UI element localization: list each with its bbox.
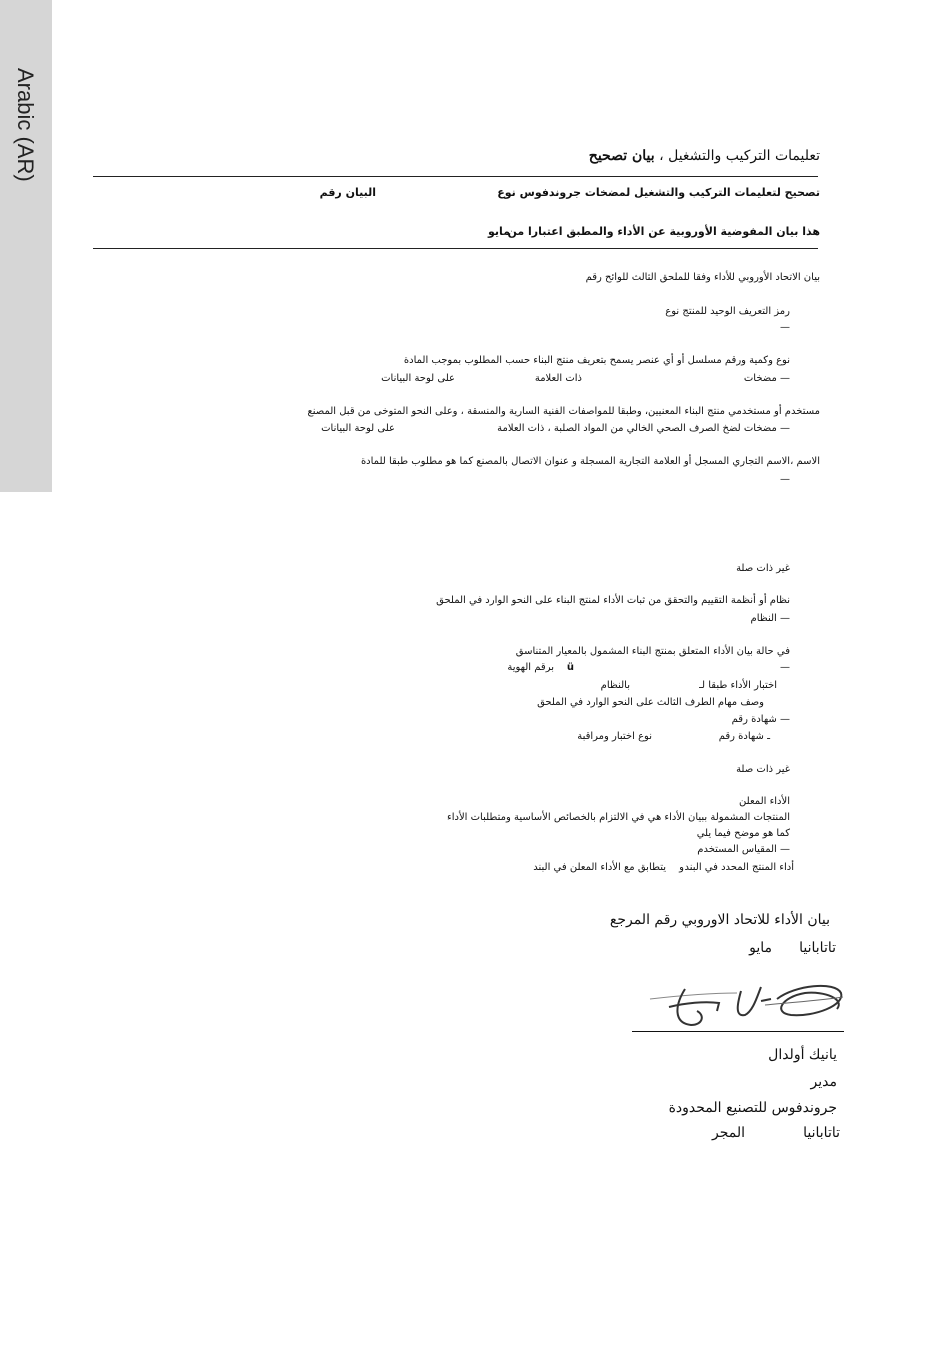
- signatory-name: يانيك أولدال: [768, 1047, 837, 1063]
- company-city: تاتابانيا: [803, 1125, 840, 1141]
- statement-number: البيان رقم: [319, 186, 376, 199]
- section3-nameplate: على لوحة البيانات: [321, 423, 395, 434]
- section2-pumps: — مضخات: [743, 373, 790, 384]
- section2-nameplate: على لوحة البيانات: [381, 373, 455, 384]
- company-country: المجر: [711, 1125, 745, 1141]
- performance-line-4b: و: [679, 862, 684, 873]
- section3-pumps: — مضخات لضخ الصرف الصحي الخالي من المواد الصلبة ، ذات العلامة: [497, 423, 790, 434]
- language-sidebar: [0, 0, 52, 492]
- section5-title: نظام أو أنظمة التقييم والتحقق من ثبات الأداء لمنتج البناء على النحو الوارد في الملحق: [436, 595, 790, 606]
- not-relevant-2: غير ذات صلة: [736, 764, 790, 775]
- section4-title: الاسم ،الاسم التجاري المسجل أو العلامة التجارية المسجلة و عنوان الاتصال بالمصنع كما هو مطلوب طبقا للمادة: [360, 456, 820, 467]
- commission-line: هذا بيان المفوضية الأوروبية عن الأداء والمطبق اعتبارا من: [507, 225, 820, 238]
- signature-line: [632, 1031, 844, 1032]
- section1-dash: —: [780, 322, 790, 333]
- section1-title: رمز التعريف الوحيد للمنتج نوع: [665, 306, 790, 317]
- section6-system: بالنظام: [600, 680, 630, 691]
- section6-dash: —: [780, 662, 790, 673]
- not-relevant-1: غير ذات صلة: [736, 563, 790, 574]
- language-label: Arabic (AR): [13, 68, 38, 182]
- section6-test-type: نوع اختبار ومراقبة: [577, 731, 652, 742]
- header-rule-top: [93, 176, 818, 177]
- header-rule-bottom: [93, 248, 818, 249]
- section4-dash: —: [780, 474, 790, 485]
- section5-system: — النظام: [750, 613, 790, 624]
- section6-test: اختبار الأداء طبقا لـ: [699, 680, 777, 691]
- performance-line-4c: يتطابق مع الأداء المعلن في البند: [533, 862, 666, 873]
- signature-image: [645, 975, 850, 1031]
- closing-reference: بيان الأداء للاتحاد الاوروبي رقم المرجع: [609, 912, 830, 928]
- section6-title: في حالة بيان الأداء المتعلق بمنتج البناء المشمول بالمعيار المتناسق: [515, 646, 790, 657]
- performance-line-1: المنتجات المشمولة ببيان الأداء هي في الالتزام بالخصائص الأساسية ومتطلبات الأداء: [447, 812, 790, 823]
- performance-title: الأداء المعلن: [739, 796, 790, 807]
- section3-title: مستخدم أو مستخدمي منتج البناء المعنيين، وطبقا للمواصفات الفنية السارية والمنسقة ، وعلى النحو المتوخى من قبل المصنع: [307, 406, 820, 417]
- signatory-role: مدير: [810, 1074, 837, 1090]
- document-title: [589, 148, 820, 164]
- section2-marked: ذات العلامة: [534, 373, 582, 384]
- company-name: جروندفوس للتصنيع المحدودة: [668, 1100, 837, 1116]
- section6-certificate-2: ـ شهادة رقم: [718, 731, 770, 742]
- section6-description: وصف مهام الطرف الثالث على النحو الوارد في الملحق: [537, 697, 764, 708]
- performance-line-4a: أداء المنتج المحدد في البند: [684, 862, 794, 873]
- section2-title: نوع وكمية ورقم مسلسل أو أي عنصر يسمح بتعريف منتج البناء حسب المطلوب بموجب المادة: [403, 355, 790, 366]
- section6-id: برقم الهوية: [507, 662, 554, 673]
- title-normal: تعليمات التركيب والتشغيل ،: [659, 148, 820, 164]
- closing-month: مايو: [749, 940, 772, 956]
- performance-line-3: — المقياس المستخدم: [697, 844, 790, 855]
- section6-check: ü: [566, 662, 574, 673]
- title-bold: بيان تصحيح: [588, 148, 655, 164]
- section6-certificate: — شهادة رقم: [731, 714, 790, 725]
- header-month: مايو: [488, 225, 510, 238]
- closing-city: تاتابانيا: [799, 940, 836, 956]
- correction-line: تصحيح لتعليمات التركيب والتشغيل لمضخات جروندفوس نوع: [497, 186, 820, 199]
- intro-line: بيان الاتحاد الأوروبي للأداء وفقا للملحق الثالث للوائح رقم: [585, 272, 820, 283]
- performance-line-2: كما هو موضح فيما يلي: [696, 828, 790, 839]
